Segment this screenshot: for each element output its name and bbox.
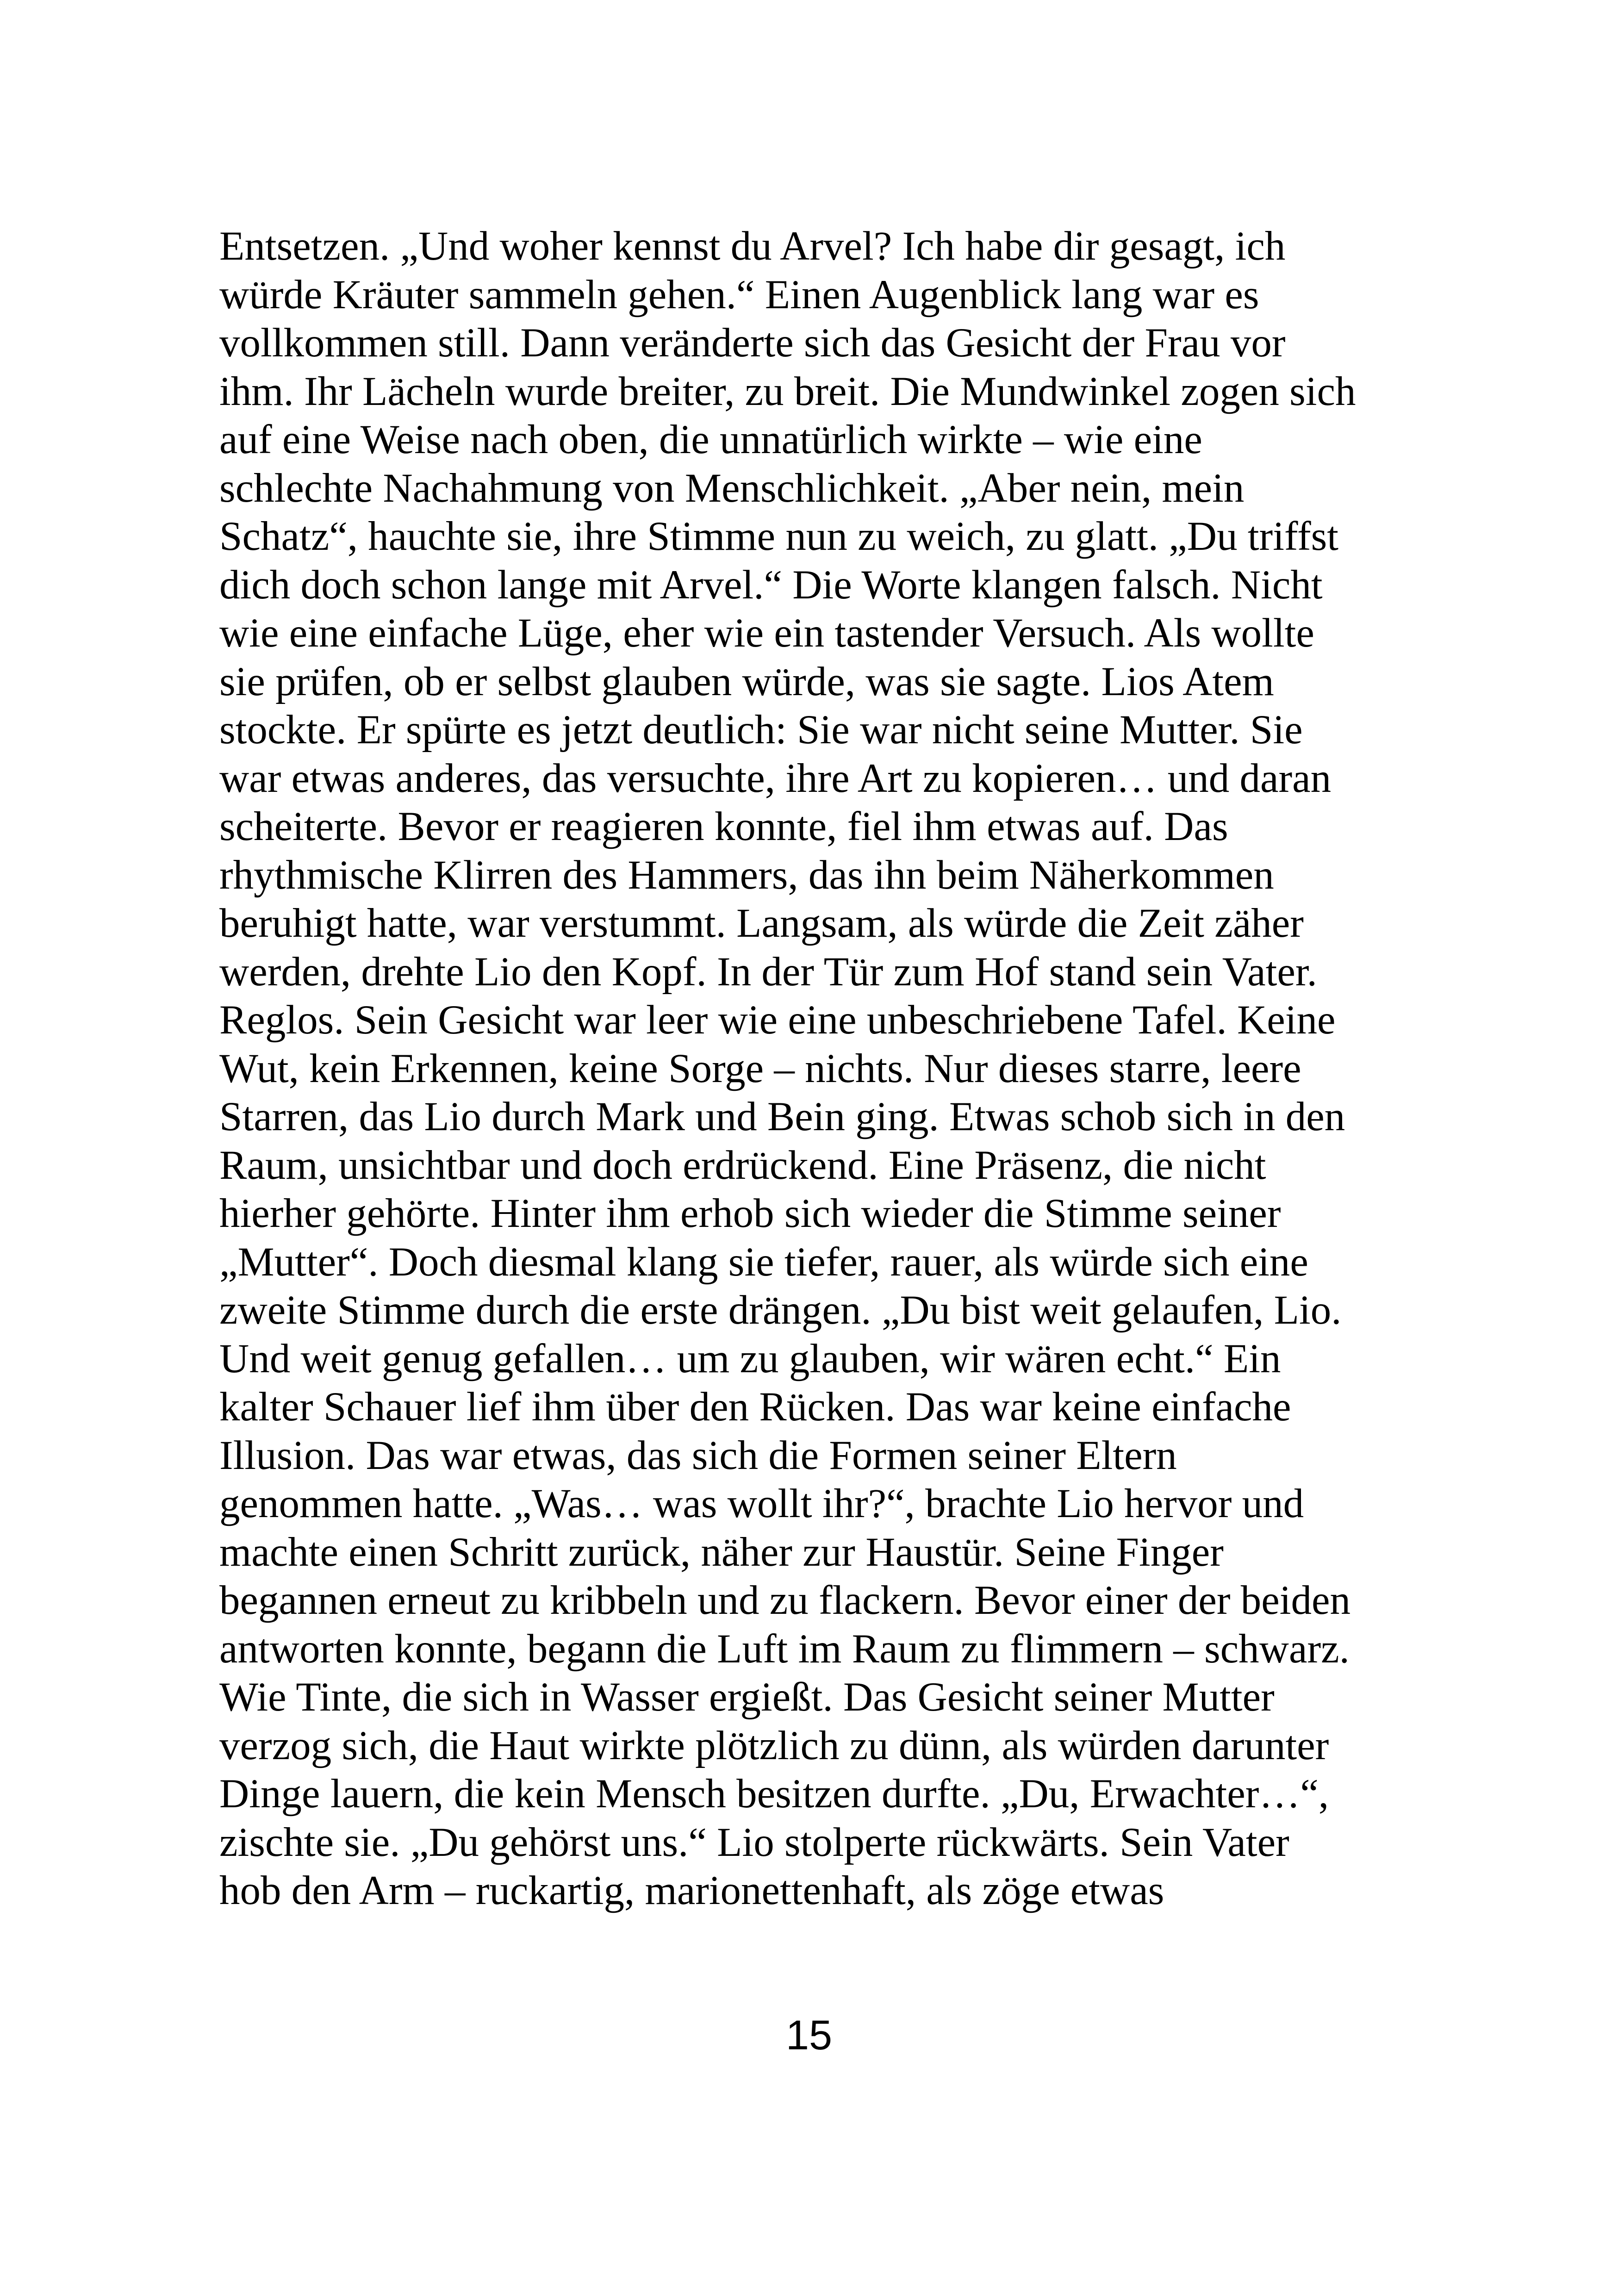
page-number: 15	[786, 2012, 833, 2059]
text-line: ihm. Ihr Lächeln wurde breiter, zu breit. Die Mundwinkel zogen sich	[219, 368, 1356, 414]
text-line: scheiterte. Bevor er reagieren konnte, fiel ihm etwas auf. Das	[219, 804, 1228, 849]
text-line: Und weit genug gefallen… um zu glauben, wir wären echt.“ Ein	[219, 1336, 1281, 1381]
text-line: hierher gehörte. Hinter ihm erhob sich wieder die Stimme seiner	[219, 1191, 1281, 1236]
text-line: beruhigt hatte, war verstummt. Langsam, als würde die Zeit zäher	[219, 901, 1304, 946]
text-line: verzog sich, die Haut wirkte plötzlich zu dünn, als würden darunter	[219, 1723, 1329, 1768]
text-line: machte einen Schritt zurück, näher zur Haustür. Seine Finger	[219, 1529, 1224, 1575]
text-line: wie eine einfache Lüge, eher wie ein tastender Versuch. Als wollte	[219, 610, 1314, 656]
text-line: hob den Arm – ruckartig, marionettenhaft, als zöge etwas	[219, 1868, 1164, 1913]
text-line: genommen hatte. „Was… was wollt ihr?“, brachte Lio hervor und	[219, 1481, 1304, 1526]
text-line: zweite Stimme durch die erste drängen. „Du bist weit gelaufen, Lio.	[219, 1288, 1342, 1333]
text-line: sie prüfen, ob er selbst glauben würde, was sie sagte. Lios Atem	[219, 659, 1274, 704]
text-line: vollkommen still. Dann veränderte sich das Gesicht der Frau vor	[219, 320, 1286, 366]
text-line: kalter Schauer lief ihm über den Rücken. Das war keine einfache	[219, 1384, 1291, 1430]
text-line: Schatz“, hauchte sie, ihre Stimme nun zu weich, zu glatt. „Du triffst	[219, 514, 1338, 559]
text-line: Illusion. Das war etwas, das sich die Formen seiner Eltern	[219, 1432, 1177, 1478]
text-line: Dinge lauern, die kein Mensch besitzen durfte. „Du, Erwachter…“,	[219, 1771, 1329, 1817]
text-line: antworten konnte, begann die Luft im Raum zu flimmern – schwarz.	[219, 1626, 1350, 1672]
text-line: begannen erneut zu kribbeln und zu flackern. Bevor einer der beiden	[219, 1578, 1350, 1623]
text-line: stockte. Er spürte es jetzt deutlich: Sie war nicht seine Mutter. Sie	[219, 707, 1303, 753]
text-line: zischte sie. „Du gehörst uns.“ Lio stolperte rückwärts. Sein Vater	[219, 1819, 1289, 1865]
text-line: Starren, das Lio durch Mark und Bein ging. Etwas schob sich in den	[219, 1094, 1345, 1139]
text-line: Wie Tinte, die sich in Wasser ergießt. Das Gesicht seiner Mutter	[219, 1674, 1275, 1720]
text-line: Wut, kein Erkennen, keine Sorge – nichts. Nur dieses starre, leere	[219, 1045, 1301, 1091]
text-line: Entsetzen. „Und woher kennst du Arvel? Ich habe dir gesagt, ich	[219, 224, 1286, 269]
text-line: Reglos. Sein Gesicht war leer wie eine unbeschriebene Tafel. Keine	[219, 997, 1336, 1043]
text-line: „Mutter“. Doch diesmal klang sie tiefer, rauer, als würde sich eine	[219, 1239, 1308, 1285]
text-line: rhythmische Klirren des Hammers, das ihn beim Näherkommen	[219, 852, 1274, 898]
text-line: auf eine Weise nach oben, die unnatürlich wirkte – wie eine	[219, 417, 1202, 462]
text-line: Raum, unsichtbar und doch erdrückend. Eine Präsenz, die nicht	[219, 1142, 1266, 1188]
body-text	[219, 222, 1423, 1915]
text-line: werden, drehte Lio den Kopf. In der Tür zum Hof stand sein Vater.	[219, 949, 1317, 995]
text-line: dich doch schon lange mit Arvel.“ Die Worte klangen falsch. Nicht	[219, 562, 1323, 608]
text-line: schlechte Nachahmung von Menschlichkeit. „Aber nein, mein	[219, 465, 1245, 511]
text-line: war etwas anderes, das versuchte, ihre Art zu kopieren… und daran	[219, 755, 1332, 801]
text-line: würde Kräuter sammeln gehen.“ Einen Augenblick lang war es	[219, 272, 1259, 317]
